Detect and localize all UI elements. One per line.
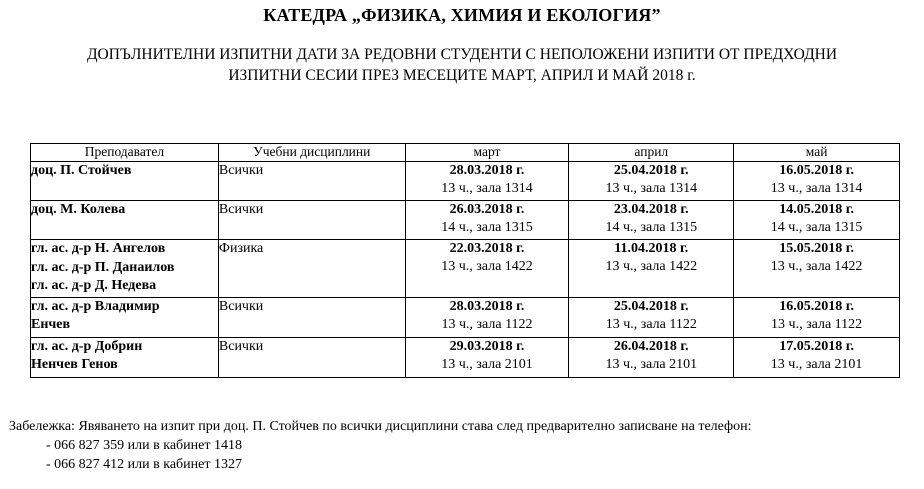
teacher-name: Енчев bbox=[31, 317, 71, 332]
table-row bbox=[31, 201, 900, 240]
exam-date-cell-march bbox=[405, 240, 569, 298]
exam-date-cell-april bbox=[569, 201, 734, 240]
teacher-cell bbox=[31, 297, 219, 337]
table-row bbox=[31, 162, 900, 201]
note-contact-item: - 066 827 412 или в кабинет 1327 bbox=[46, 457, 242, 472]
exam-date-cell-april bbox=[569, 337, 734, 377]
exam-date-cell-may bbox=[734, 162, 900, 201]
exam-date: 15.05.2018 г. bbox=[779, 241, 854, 256]
exam-date-cell-march bbox=[405, 337, 569, 377]
teacher-name: доц. П. Стойчев bbox=[31, 163, 132, 178]
exam-time-room: 13 ч., зала 1422 bbox=[605, 259, 698, 274]
subtitle-line-1: ДОПЪЛНИТЕЛНИ ИЗПИТНИ ДАТИ ЗА РЕДОВНИ СТУДЕНТИ С НЕПОЛОЖЕНИ ИЗПИТИ ОТ ПРЕДХОДНИ bbox=[86, 46, 838, 63]
discipline-cell: Всички bbox=[218, 162, 405, 201]
teacher-cell bbox=[31, 240, 219, 298]
exam-time-room: 13 ч., зала 1314 bbox=[441, 181, 533, 196]
exam-time-room: 13 ч., зала 1122 bbox=[441, 316, 533, 332]
discipline-cell: Всички bbox=[218, 337, 405, 377]
exam-time-room: 14 ч., зала 1315 bbox=[605, 220, 698, 235]
exam-date-cell-march bbox=[405, 162, 569, 201]
exam-time-room: 13 ч., зала 1122 bbox=[771, 316, 863, 332]
exam-date: 16.05.2018 г. bbox=[779, 163, 854, 178]
subtitle-line-2: ИЗПИТНИ СЕСИИ ПРЕЗ МЕСЕЦИТЕ МАРТ, АПРИЛ И МАЙ 2018 г. bbox=[228, 67, 696, 84]
exam-date-cell-march bbox=[405, 201, 569, 240]
exam-date: 29.03.2018 г. bbox=[449, 338, 525, 354]
teacher-name: гл. ас. д-р Н. Ангелов bbox=[31, 241, 166, 256]
exam-time-room: 13 ч., зала 1422 bbox=[770, 259, 863, 274]
table-row bbox=[31, 240, 900, 298]
column-header-april: април bbox=[569, 144, 734, 162]
exam-date-cell-may bbox=[734, 337, 900, 377]
note-contact-item: - 066 827 359 или в кабинет 1418 bbox=[46, 438, 242, 453]
teacher-cell bbox=[31, 162, 219, 201]
exam-date: 26.03.2018 г. bbox=[449, 202, 525, 217]
exam-date: 14.05.2018 г. bbox=[779, 202, 854, 217]
exam-date: 17.05.2018 г. bbox=[779, 338, 854, 354]
exam-date-cell-april bbox=[569, 240, 734, 298]
exam-date: 25.04.2018 г. bbox=[613, 298, 689, 314]
note-section bbox=[9, 417, 752, 474]
discipline-cell: Физика bbox=[218, 240, 405, 298]
exam-date: 26.04.2018 г. bbox=[613, 338, 689, 354]
exam-date-cell-may bbox=[734, 297, 900, 337]
department-title: КАТЕДРА „ФИЗИКА, ХИМИЯ И ЕКОЛОГИЯ” bbox=[263, 5, 661, 25]
exam-date: 16.05.2018 г. bbox=[779, 298, 854, 314]
exam-date-cell-may bbox=[734, 240, 900, 298]
exam-date: 25.04.2018 г. bbox=[613, 163, 689, 178]
table-row bbox=[31, 337, 900, 377]
exam-date-cell-march bbox=[405, 297, 569, 337]
exam-date: 28.03.2018 г. bbox=[449, 163, 525, 178]
discipline-cell: Всички bbox=[218, 297, 405, 337]
teacher-name: доц. М. Колева bbox=[31, 202, 126, 217]
table-header-row bbox=[31, 144, 900, 162]
exam-time-room: 13 ч., зала 2101 bbox=[770, 356, 863, 372]
table-row bbox=[31, 297, 900, 337]
exam-time-room: 13 ч., зала 1122 bbox=[605, 316, 697, 332]
teacher-name: гл. ас. д-р Д. Недева bbox=[31, 278, 157, 293]
exam-date-cell-april bbox=[569, 162, 734, 201]
exam-date: 22.03.2018 г. bbox=[449, 241, 525, 256]
exam-time-room: 13 ч., зала 1314 bbox=[770, 181, 863, 196]
exam-time-room: 14 ч., зала 1315 bbox=[770, 220, 863, 235]
teacher-cell bbox=[31, 201, 219, 240]
exam-time-room: 13 ч., зала 1422 bbox=[441, 259, 533, 274]
teacher-name: гл. ас. д-р Добрин bbox=[31, 338, 143, 354]
teacher-name: Ненчев Генов bbox=[31, 357, 118, 372]
exam-date-cell-may bbox=[734, 201, 900, 240]
column-header-may: май bbox=[734, 144, 900, 162]
discipline-cell: Всички bbox=[218, 201, 405, 240]
teacher-name: гл. ас. д-р Владимир bbox=[31, 298, 160, 314]
teacher-name: гл. ас. д-р П. Данаилов bbox=[31, 259, 175, 275]
exam-date: 28.03.2018 г. bbox=[449, 298, 525, 314]
teacher-cell bbox=[31, 337, 219, 377]
exam-time-room: 13 ч., зала 1314 bbox=[605, 181, 698, 196]
column-header-discipline: Учебни дисциплини bbox=[218, 144, 405, 162]
document-subtitle bbox=[0, 44, 924, 86]
exam-time-room: 13 ч., зала 2101 bbox=[441, 356, 533, 372]
exam-schedule-table bbox=[30, 143, 900, 378]
exam-date-cell-april bbox=[569, 297, 734, 337]
note-text: Забележка: Явяването на изпит при доц. П. Стойчев по всички дисциплини става след предварително записване на телефон: bbox=[9, 419, 752, 434]
exam-time-room: 13 ч., зала 2101 bbox=[605, 356, 698, 372]
column-header-teacher: Преподавател bbox=[31, 144, 219, 162]
exam-time-room: 14 ч., зала 1315 bbox=[441, 220, 533, 235]
exam-date: 23.04.2018 г. bbox=[613, 202, 689, 217]
exam-date: 11.04.2018 г. bbox=[614, 241, 689, 256]
column-header-march: март bbox=[405, 144, 569, 162]
